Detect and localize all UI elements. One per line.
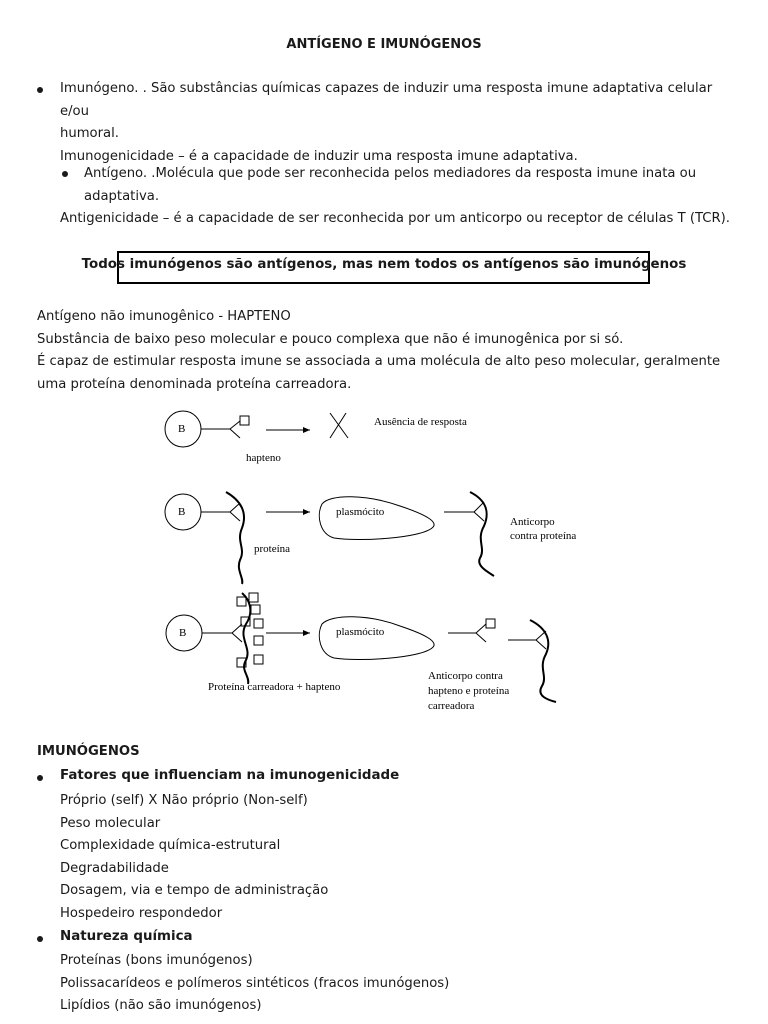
immunogen-definition-line1: Imunógeno. . São substâncias químicas capazes de induzir uma resposta imune adaptativa celular e/ou bbox=[60, 81, 713, 119]
hapten-square bbox=[237, 597, 246, 606]
receptor-1 bbox=[201, 421, 240, 438]
antibody-hapten bbox=[448, 624, 486, 642]
hapten-square-antibody bbox=[486, 619, 495, 628]
carrier-protein-chain bbox=[242, 593, 250, 684]
hapten-heading: Antígeno não imunogênico - HAPTENO bbox=[37, 309, 291, 324]
nature-heading: Natureza química bbox=[60, 929, 193, 944]
highlight-text: Todos imunógenos são antígenos, mas nem todos os antígenos são imunógenos bbox=[81, 257, 687, 272]
receptor-2 bbox=[201, 503, 240, 521]
factor-item: Complexidade química-estrutural bbox=[60, 838, 281, 853]
hapten-square bbox=[254, 655, 263, 664]
antigenicity-definition: Antigenicidade – é a capacidade de ser reconhecida por um anticorpo ou receptor de células T (TCR). bbox=[60, 211, 730, 226]
antibody-protein-3 bbox=[508, 631, 546, 649]
plasma-cell-label-3: plasmócito bbox=[336, 626, 385, 638]
hapten-line3: uma proteína denominada proteína carreadora. bbox=[37, 376, 352, 392]
factor-item: Peso molecular bbox=[60, 815, 161, 831]
document-title: ANTÍGENO E IMUNÓGENOS bbox=[286, 37, 482, 52]
plasma-cell-label-2: plasmócito bbox=[336, 506, 385, 518]
hapten-diagram bbox=[0, 395, 768, 720]
nature-list bbox=[60, 950, 660, 1018]
antigen-definition-line2: adaptativa. bbox=[84, 188, 160, 204]
factors-heading: Fatores que influenciam na imunogenicidade bbox=[60, 768, 400, 783]
no-response-label: Ausência de resposta bbox=[374, 416, 467, 428]
hapten-line2: É capaz de estimular resposta imune se associada a uma molécula de alto peso molecular, geralmente bbox=[37, 354, 721, 369]
antibody-protein-label-2: contra proteína bbox=[510, 530, 577, 542]
immunogen-definition bbox=[60, 78, 740, 168]
b-cell-label-1: B bbox=[178, 423, 186, 435]
antibody-protein-label-1: Anticorpo bbox=[510, 516, 555, 528]
factor-item: Dosagem, via e tempo de administração bbox=[60, 883, 329, 898]
hapten-square-1 bbox=[240, 416, 249, 425]
protein-chain-antibody-3 bbox=[530, 620, 556, 702]
factor-item: Hospedeiro respondedor bbox=[60, 905, 223, 921]
hapten-square bbox=[254, 636, 263, 645]
protein-label: proteína bbox=[254, 543, 291, 555]
plasma-cell-3 bbox=[319, 617, 434, 660]
immunogens-heading: IMUNÓGENOS bbox=[37, 744, 140, 759]
no-response-cross-icon bbox=[330, 413, 348, 438]
factor-item: Degradabilidade bbox=[60, 860, 169, 876]
plasma-cell-2 bbox=[319, 497, 434, 540]
bullet-marker bbox=[62, 171, 68, 177]
hapten-square bbox=[254, 619, 263, 628]
receptor-3 bbox=[202, 624, 242, 642]
nature-item: Polissacarídeos e polímeros sintéticos (fracos imunógenos) bbox=[60, 975, 450, 991]
antibody-2 bbox=[444, 502, 484, 521]
hapten-section bbox=[37, 306, 731, 396]
antigen-definition-line1: Antígeno. .Molécula que pode ser reconhecida pelos mediadores da resposta imune inata ou bbox=[84, 166, 697, 181]
bullet-marker bbox=[37, 936, 43, 942]
hapten-label: hapteno bbox=[246, 452, 281, 464]
carrier-hapten-label: Proteína carreadora + hapteno bbox=[208, 681, 341, 693]
immunogenicity-definition: Imunogenicidade – é a capacidade de induzir uma resposta imune adaptativa. bbox=[60, 148, 578, 164]
hapten-line1: Substância de baixo peso molecular e pouco complexa que não é imunogênica por si só. bbox=[37, 331, 624, 347]
bullet-marker bbox=[37, 87, 43, 93]
b-cell-label-3: B bbox=[179, 627, 187, 639]
nature-item: Lipídios (não são imunógenos) bbox=[60, 998, 262, 1013]
immunogen-definition-line2: humoral. bbox=[60, 126, 119, 141]
factors-list bbox=[60, 790, 660, 925]
b-cell-label-2: B bbox=[178, 506, 186, 518]
hapten-square bbox=[251, 605, 260, 614]
protein-chain-2 bbox=[226, 492, 244, 584]
nature-item: Proteínas (bons imunógenos) bbox=[60, 953, 253, 968]
factor-item: Próprio (self) X Não próprio (Non-self) bbox=[60, 793, 308, 808]
antibody-both-label-2: hapteno e proteína bbox=[428, 685, 510, 697]
antibody-both-label-3: carreadora bbox=[428, 700, 475, 712]
hapten-square bbox=[249, 593, 258, 602]
antigen-definition bbox=[84, 163, 724, 208]
bullet-marker bbox=[37, 775, 43, 781]
antibody-both-label-1: Anticorpo contra bbox=[428, 670, 503, 682]
